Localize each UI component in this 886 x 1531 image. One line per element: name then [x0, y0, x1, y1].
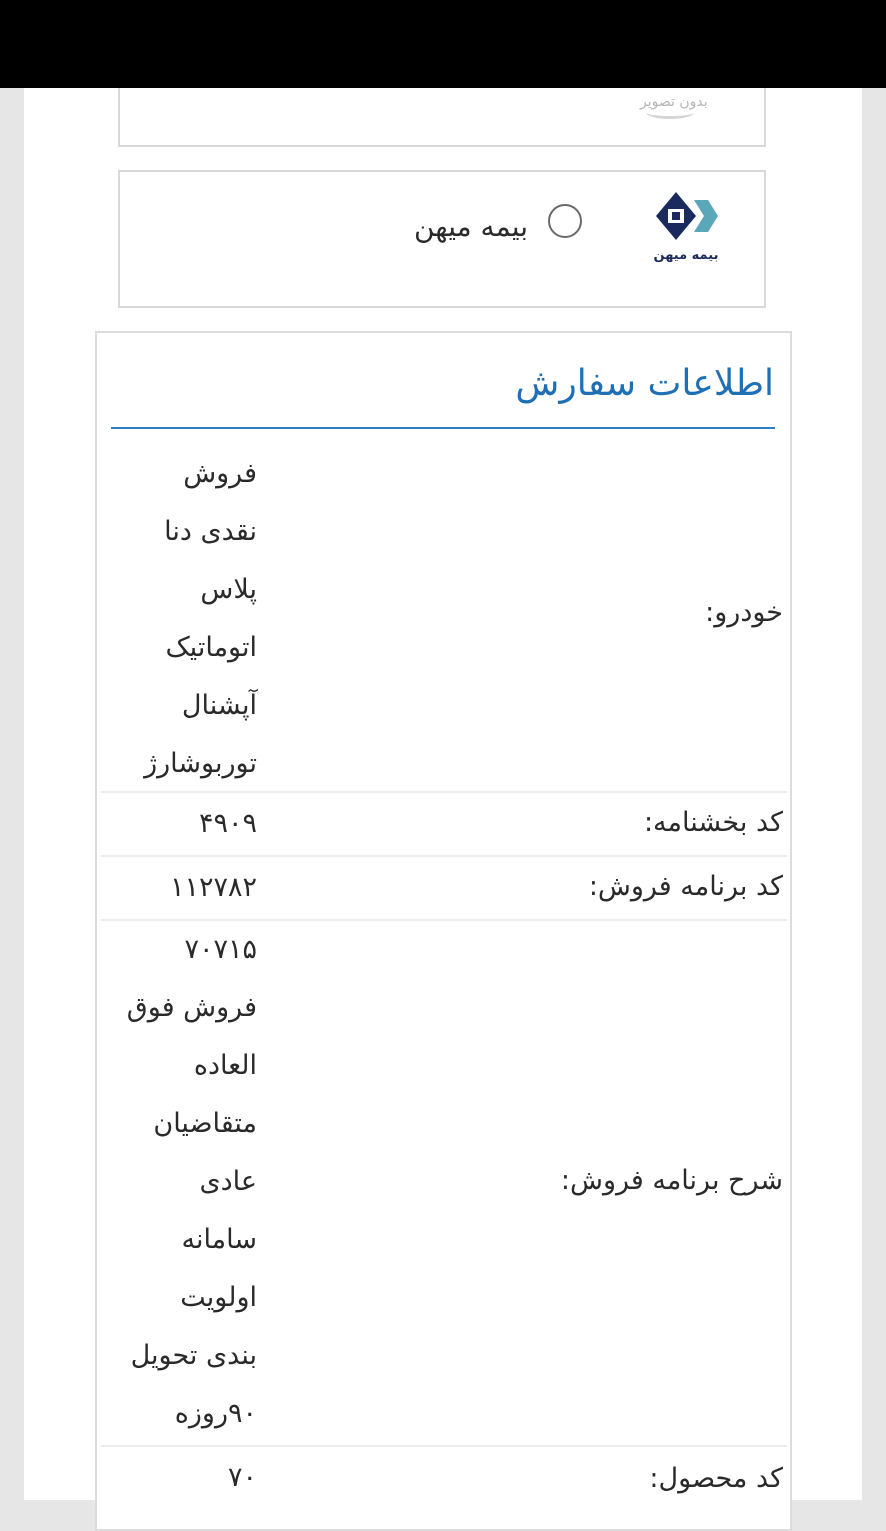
value-line: توربوشارژ — [144, 748, 257, 779]
no-image-icon — [646, 106, 694, 119]
info-label: کد برنامه فروش: — [588, 871, 783, 902]
info-row-product-code — [101, 1447, 787, 1527]
no-image-placeholder: بدون تصویر — [640, 94, 708, 110]
value-line: العاده — [193, 1050, 257, 1081]
info-row-vehicle — [101, 445, 787, 793]
value-line: بندی تحویل — [130, 1340, 257, 1371]
status-bar — [0, 0, 886, 88]
value-line: اولویت — [180, 1282, 257, 1313]
info-row-sales-plan-code — [101, 857, 787, 921]
info-value — [101, 445, 257, 793]
order-info-panel — [95, 331, 792, 1531]
info-label: کد محصول: — [649, 1463, 783, 1494]
info-value — [101, 859, 257, 917]
info-row-sales-plan-description — [101, 921, 787, 1447]
value-line: ۷۰ — [227, 1462, 257, 1493]
value-line: فروش — [183, 458, 257, 489]
value-line: عادی — [199, 1166, 257, 1197]
info-label: شرح برنامه فروش: — [560, 1165, 783, 1196]
value-line: پلاس — [200, 574, 257, 605]
value-line: ۴۹۰۹ — [198, 808, 257, 839]
value-line: ۹۰روزه — [174, 1398, 257, 1429]
info-value — [101, 795, 257, 853]
mihan-logo-text: بیمه میهن — [653, 248, 719, 263]
value-line: ۷۰۷۱۵ — [184, 934, 257, 965]
value-line: متقاضیان — [153, 1108, 257, 1139]
info-row-circular-code — [101, 793, 787, 857]
title-divider — [111, 427, 775, 429]
info-label: خودرو: — [705, 597, 783, 628]
value-line: نقدی دنا — [164, 516, 257, 547]
panel-title: اطلاعات سفارش — [515, 363, 774, 404]
insurer-option-mihan[interactable] — [118, 170, 766, 308]
value-line: فروش فوق — [126, 992, 257, 1023]
value-line: ۱۱۲۷۸۲ — [169, 872, 257, 903]
info-value — [101, 1449, 257, 1507]
value-line: اتوماتیک — [165, 632, 257, 663]
info-value — [101, 921, 257, 1443]
mihan-logo — [646, 186, 726, 270]
value-line: سامانه — [181, 1224, 257, 1255]
mihan-logo-icon — [646, 186, 726, 248]
insurer-radio-mihan[interactable] — [548, 204, 582, 238]
insurer-name-mihan: بیمه میهن — [413, 210, 528, 243]
value-line: آپشنال — [181, 690, 257, 721]
order-info-table — [101, 445, 787, 1527]
info-label: کد بخشنامه: — [643, 807, 783, 838]
